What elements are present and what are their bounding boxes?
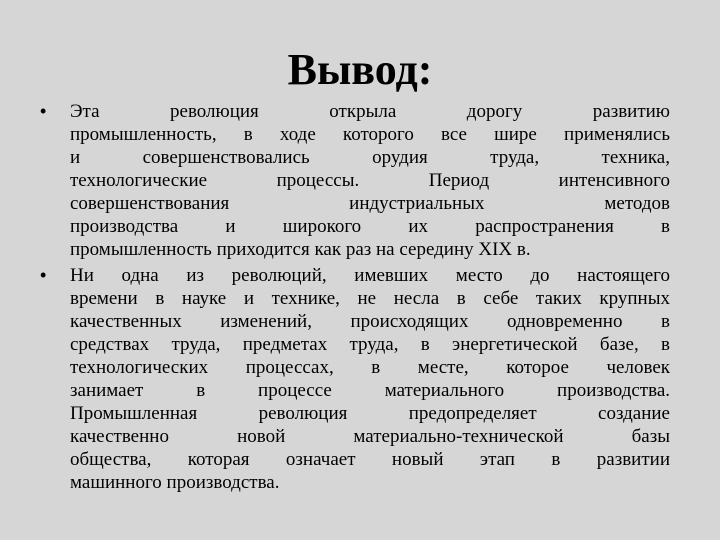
bullet-2-line-6: занимает в процессе материального производства. — [70, 380, 670, 401]
bullet-2-line-7: Промышленная революция предопределяет создание — [70, 403, 670, 424]
bullet-2-line-1: Ни одна из революций, имевших место до настоящего — [70, 265, 670, 286]
bullet-1-line-2: промышленность, в ходе которого все шире применялись — [70, 124, 670, 145]
bullet-icon: • — [40, 101, 47, 121]
bullet-2-line-2: времени в науке и технике, не несла в себе таких крупных — [70, 288, 670, 309]
slide-title-text: Вывод: — [287, 45, 433, 94]
bullet-2-line-8: качественно новой материально-технической базы — [70, 426, 670, 447]
bullet-list — [36, 100, 670, 497]
slide-title — [0, 44, 720, 96]
bullet-1-line-1: Эта революция открыла дорогу развитию — [70, 101, 670, 122]
bullet-item-2 — [36, 264, 670, 494]
bullet-icon: • — [40, 265, 47, 285]
bullet-1-line-3: и совершенствовались орудия труда, техника, — [70, 147, 670, 168]
bullet-1-line-4: технологические процессы. Период интенсивного — [70, 170, 670, 191]
bullet-1-line-7: промышленность приходится как раз на середину XIX в. — [70, 239, 531, 260]
bullet-2-line-3: качественных изменений, происходящих одновременно в — [70, 311, 670, 332]
bullet-2-line-4: средствах труда, предметах труда, в энергетической базе, в — [70, 334, 670, 355]
bullet-2-line-5: технологических процессах, в месте, которое человек — [70, 357, 670, 378]
bullet-2-line-9: общества, которая означает новый этап в развитии — [70, 449, 670, 470]
bullet-1-line-6: производства и широкого их распространения в — [70, 216, 670, 237]
bullet-item-1 — [36, 100, 670, 261]
bullet-1-line-5: совершенствования индустриальных методов — [70, 193, 670, 214]
bullet-2-line-10: машинного производства. — [70, 472, 280, 493]
